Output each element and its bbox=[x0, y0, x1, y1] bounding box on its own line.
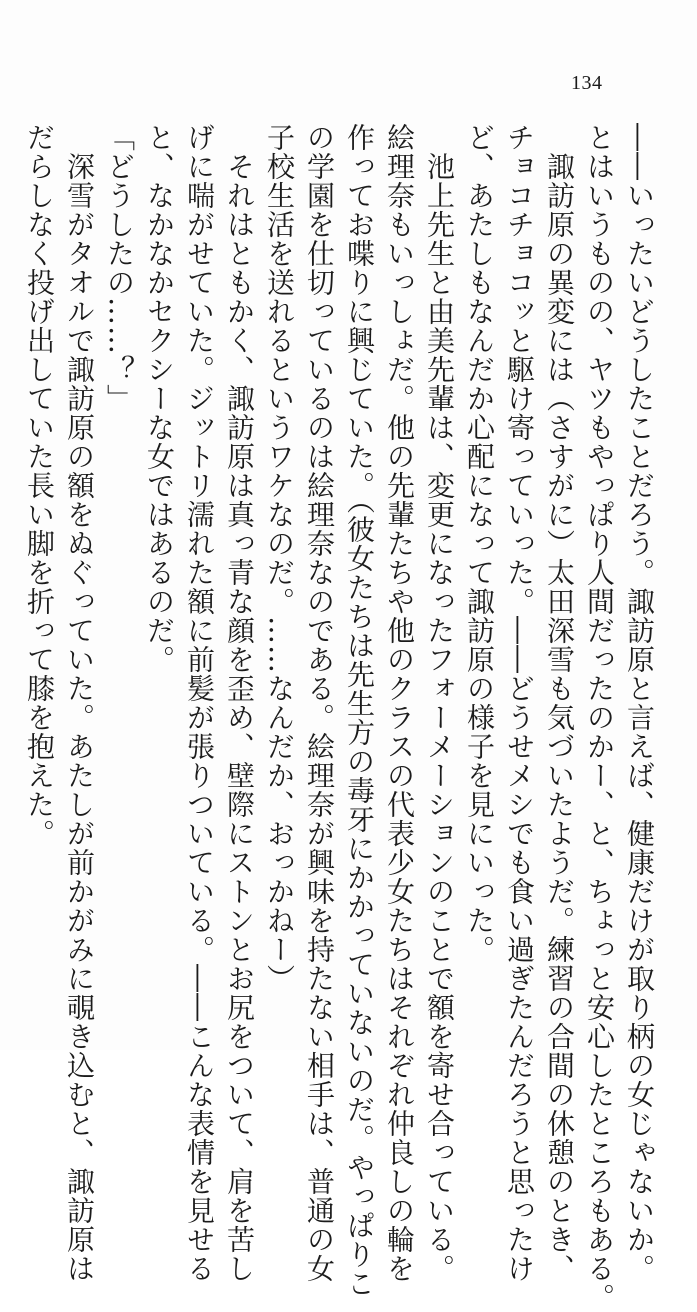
text-line: げに喘がせていた。ジットリ濡れた額に前髪が張りついている。――こんな表情を見せる bbox=[183, 123, 216, 1283]
text-line: とはいうものの、ヤツもやっぱり人間だったのかー、と、ちょっと安心したところもある。 bbox=[583, 123, 616, 1312]
text-line: 諏訪原の異変には（さすがに）太田深雪も気づいたようだ。練習の合間の休憩のとき、 bbox=[543, 123, 576, 1283]
text-line: だらしなく投げ出していた長い脚を折って膝を抱えた。 bbox=[23, 123, 56, 848]
text-line: ど、あたしもなんだか心配になって諏訪原の様子を見にいった。 bbox=[463, 123, 496, 964]
text-line: 池上先生と由美先輩は、変更になったフォーメーションのことで額を寄せ合っている。 bbox=[423, 123, 456, 1283]
text-line: ――いったいどうしたことだろう。諏訪原と言えば、健康だけが取り柄の女じゃないか。 bbox=[623, 123, 656, 1283]
page-number: 134 bbox=[571, 72, 603, 94]
text-line: 子校生活を送れるというワケなのだ。……なんだか、おっかねー） bbox=[263, 123, 296, 993]
text-line: チョコチョコッと駆け寄っていった。――どうせメシでも食い過ぎたんだろうと思ったけ bbox=[503, 123, 536, 1283]
text-line: 「どうしたの……？」 bbox=[103, 123, 136, 413]
text-line: 絵理奈もいっしょだ。他の先輩たちや他のクラスの代表少女たちはそれぞれ仲良しの輪を bbox=[383, 123, 416, 1283]
text-line: 深雪がタオルで諏訪原の額をぬぐっていた。あたしが前かがみに覗き込むと、諏訪原は bbox=[63, 123, 96, 1283]
body-text bbox=[19, 123, 659, 1312]
text-line: 作ってお喋りに興じていた。（彼女たちは先生方の毒牙にかかっていないのだ。やっぱりこ bbox=[343, 123, 376, 1298]
text-line: と、なかなかセクシーな女ではあるのだ。 bbox=[143, 123, 176, 674]
text-line: それはともかく、諏訪原は真っ青な顔を歪め、壁際にストンとお尻をついて、肩を苦し bbox=[223, 123, 256, 1283]
text-line: の学園を仕切っているのは絵理奈なのである。絵理奈が興味を持たない相手は、普通の女 bbox=[303, 123, 336, 1283]
